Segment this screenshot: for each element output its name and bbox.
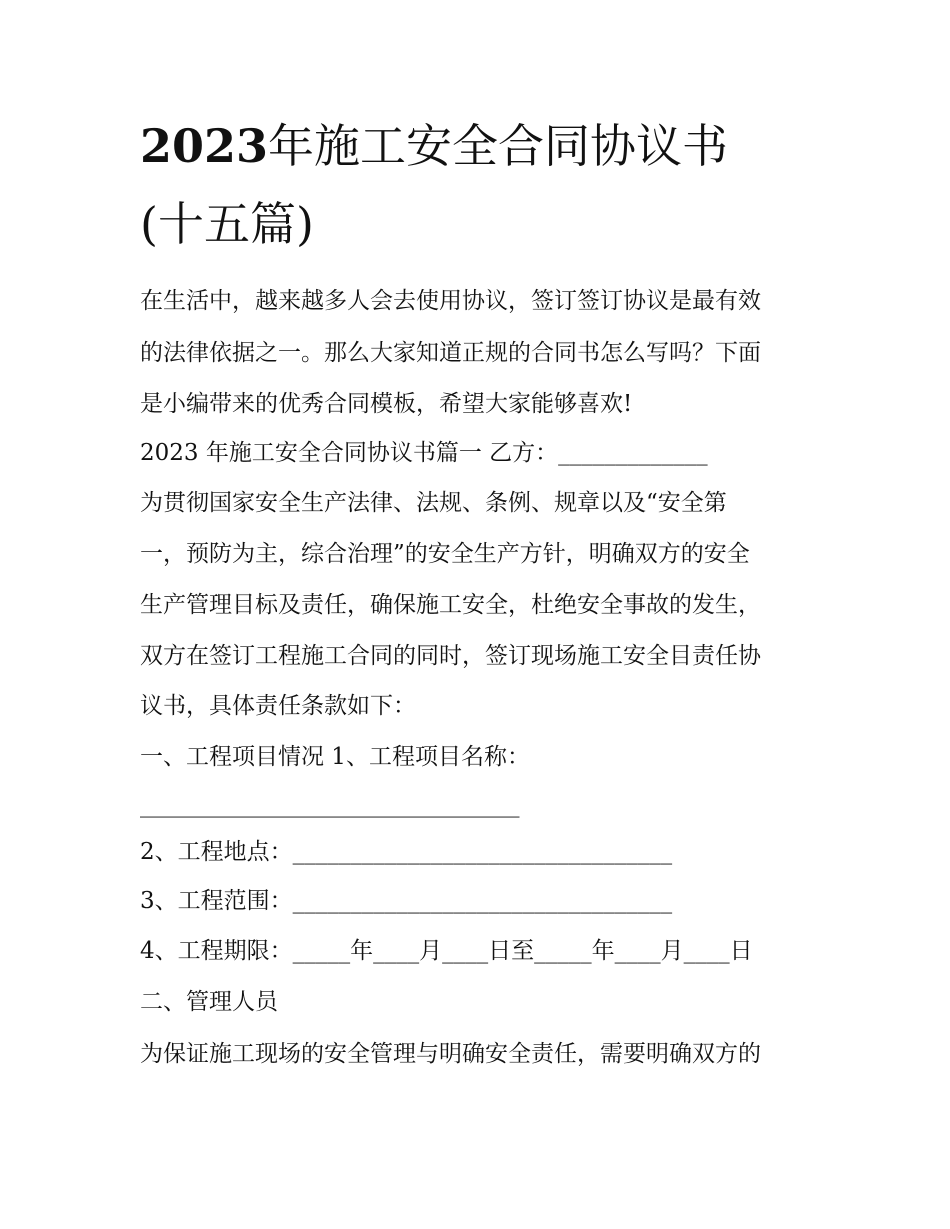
field-line-period: 4、工程期限：_____年____月____日至_____年____月____日 [140, 938, 753, 964]
section-heading-line: 二、管理人员 [140, 989, 278, 1015]
field-line-scope: 3、工程范围：_________________________________ [140, 888, 673, 914]
document-title-subtitle: (十五篇) [140, 197, 314, 251]
body-line: 生产管理目标及责任，确保施工安全，杜绝安全事故的发生， [140, 592, 761, 618]
title-text: 年施工安全合同协议书 [268, 119, 729, 173]
body-line: 的法律依据之一。那么大家知道正规的合同书怎么写吗？下面 [140, 340, 761, 366]
section-heading-line: 2023 年施工安全合同协议书篇一 乙方：_____________ [140, 440, 708, 466]
blank-field-line: _________________________________ [140, 792, 520, 818]
body-line: 为贯彻国家安全生产法律、法规、条例、规章以及“安全第 [140, 490, 727, 516]
body-line: 双方在签订工程施工合同的同时，签订现场施工安全目责任协 [140, 643, 761, 669]
section-item-line: 一、工程项目情况 1、工程项目名称： [140, 744, 530, 770]
body-line: 一，预防为主，综合治理”的安全生产方针，明确双方的安全 [140, 541, 750, 567]
document-title [140, 120, 840, 172]
body-line: 在生活中，越来越多人会去使用协议，签订签订协议是最有效 [140, 288, 761, 314]
body-line: 是小编带来的优秀合同模板，希望大家能够喜欢! [140, 391, 633, 417]
body-line: 议书，具体责任条款如下： [140, 693, 416, 719]
body-line: 为保证施工现场的安全管理与明确安全责任，需要明确双方的 [140, 1041, 761, 1067]
field-line-location: 2、工程地点：_________________________________ [140, 839, 673, 865]
title-year: 2023 [140, 119, 269, 173]
